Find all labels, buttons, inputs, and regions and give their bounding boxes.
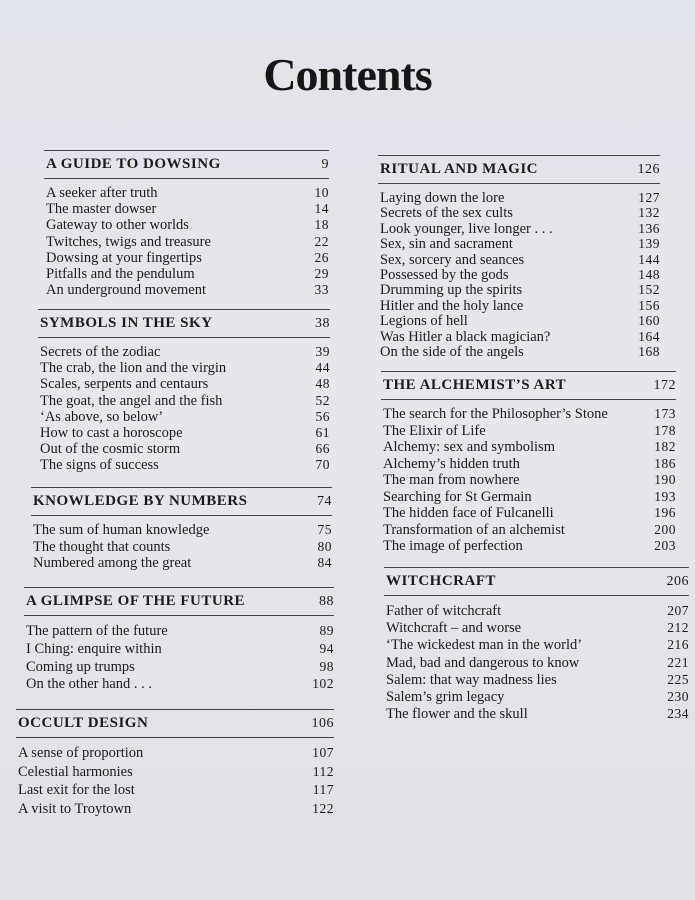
toc-entry[interactable] — [31, 539, 332, 556]
toc-entry[interactable] — [378, 252, 660, 267]
toc-entry[interactable] — [38, 441, 330, 457]
entry-title: Legions of hell — [380, 313, 468, 330]
entry-title: The thought that counts — [33, 538, 171, 555]
toc-entry[interactable] — [381, 456, 676, 473]
entry-page-number: 70 — [315, 457, 330, 473]
toc-entry[interactable] — [378, 190, 660, 205]
entry-title: Alchemy: sex and symbolism — [383, 439, 555, 455]
toc-entry[interactable] — [24, 675, 334, 693]
entry-page-number: 190 — [654, 472, 676, 487]
toc-entry[interactable] — [378, 221, 660, 236]
toc-entry[interactable] — [381, 439, 676, 456]
section-title: A GUIDE TO DOWSING — [46, 156, 221, 172]
toc-entry[interactable] — [384, 636, 689, 653]
toc-entry[interactable] — [378, 298, 660, 313]
entry-title: A visit to Troytown — [18, 800, 132, 817]
entry-page-number: 136 — [638, 220, 660, 236]
entry-title: Dowsing at your fingertips — [46, 249, 202, 266]
entry-title: Alchemy’s hidden truth — [383, 455, 520, 472]
toc-entry[interactable] — [381, 489, 676, 506]
entry-title: Look younger, live longer . . . — [380, 220, 553, 237]
entry-page-number: 200 — [654, 521, 676, 537]
entry-title: Transformation of an alchemist — [383, 521, 565, 538]
entry-page-number: 132 — [638, 205, 660, 221]
toc-entry[interactable] — [24, 640, 334, 658]
entry-page-number: 18 — [314, 217, 329, 233]
entry-page-number: 56 — [315, 408, 330, 424]
entry-title: Salem’s grim legacy — [386, 688, 505, 705]
entry-title: Salem: that way madness lies — [386, 671, 557, 688]
toc-entry[interactable] — [381, 538, 676, 555]
entry-page-number: 39 — [315, 344, 330, 359]
toc-entry[interactable] — [384, 705, 689, 722]
entry-list — [38, 338, 330, 474]
entry-title: The hidden face of Fulcanelli — [383, 505, 554, 521]
section-title: RITUAL AND MAGIC — [380, 161, 539, 177]
entry-title: Hitler and the holy lance — [380, 297, 524, 314]
entry-page-number: 94 — [319, 640, 334, 656]
entry-title: The goat, the angel and the fish — [40, 392, 223, 409]
entry-title: The flower and the skull — [386, 706, 528, 723]
toc-section — [44, 150, 329, 298]
entry-title: Secrets of the sex cults — [380, 205, 513, 222]
toc-entry[interactable] — [24, 658, 334, 676]
toc-entry[interactable] — [378, 267, 660, 282]
toc-entry[interactable] — [38, 393, 330, 409]
toc-entry[interactable] — [381, 423, 676, 440]
entry-page-number: 148 — [638, 266, 660, 282]
toc-entry[interactable] — [384, 654, 689, 671]
section-page-number: 172 — [653, 378, 676, 393]
entry-title: Mad, bad and dangerous to know — [386, 654, 580, 671]
entry-title: Out of the cosmic storm — [40, 441, 181, 458]
toc-entry[interactable] — [44, 250, 329, 266]
entry-title: On the other hand . . . — [26, 676, 153, 693]
section-heading[interactable] — [378, 156, 660, 183]
entry-page-number: 89 — [319, 623, 334, 638]
entry-page-number: 102 — [312, 676, 334, 692]
entry-page-number: 61 — [315, 424, 330, 440]
entry-title: On the side of the angels — [380, 343, 524, 360]
entry-title: Celestial harmonies — [18, 763, 133, 780]
toc-entry[interactable] — [384, 688, 689, 705]
toc-entry[interactable] — [384, 602, 689, 619]
entry-list — [31, 516, 332, 572]
entry-list — [44, 179, 329, 298]
section-page-number: 206 — [666, 574, 689, 589]
toc-section — [31, 487, 332, 572]
entry-page-number: 22 — [314, 233, 329, 249]
toc-entry[interactable] — [44, 201, 329, 217]
toc-entry[interactable] — [38, 360, 330, 376]
toc-entry[interactable] — [381, 472, 676, 489]
toc-entry[interactable] — [378, 282, 660, 297]
entry-page-number: 156 — [638, 297, 660, 313]
entry-title: Secrets of the zodiac — [40, 344, 161, 360]
toc-entry[interactable] — [24, 622, 334, 640]
entry-title: An underground movement — [46, 282, 207, 299]
section-title: KNOWLEDGE BY NUMBERS — [33, 493, 248, 509]
toc-entry[interactable] — [378, 205, 660, 220]
section-heading[interactable] — [44, 151, 329, 178]
entry-page-number: 117 — [312, 782, 334, 798]
entry-title: A seeker after truth — [46, 185, 158, 201]
entry-title: Sex, sorcery and seances — [380, 251, 525, 268]
section-heading[interactable] — [31, 488, 332, 515]
toc-section — [378, 155, 660, 359]
entry-page-number: 139 — [638, 236, 660, 252]
entry-page-number: 225 — [667, 671, 689, 687]
entry-page-number: 178 — [654, 422, 676, 438]
entry-title: The sum of human knowledge — [33, 522, 210, 538]
section-page-number: 126 — [637, 162, 660, 177]
toc-entry[interactable] — [16, 781, 334, 800]
entry-page-number: 107 — [312, 745, 334, 760]
entry-page-number: 164 — [638, 328, 660, 344]
entry-title: The signs of success — [40, 457, 159, 474]
entry-page-number: 127 — [638, 190, 660, 205]
section-title: WITCHCRAFT — [386, 573, 497, 589]
entry-page-number: 152 — [638, 282, 660, 298]
entry-title: The crab, the lion and the virgin — [40, 360, 227, 377]
entry-page-number: 193 — [654, 488, 676, 504]
entry-title: Laying down the lore — [380, 190, 505, 206]
entry-page-number: 112 — [312, 763, 334, 779]
section-heading[interactable] — [384, 568, 689, 595]
entry-title: Sex, sin and sacrament — [380, 236, 513, 253]
toc-entry[interactable] — [378, 344, 660, 359]
entry-title: A sense of proportion — [18, 745, 144, 761]
toc-entry[interactable] — [44, 217, 329, 233]
entry-title: Coming up trumps — [26, 658, 135, 675]
entry-page-number: 212 — [667, 620, 689, 636]
entry-page-number: 33 — [314, 282, 329, 298]
entry-title: Searching for St Germain — [383, 488, 532, 505]
entry-title: Twitches, twigs and treasure — [46, 233, 211, 250]
entry-page-number: 173 — [654, 406, 676, 421]
toc-entry[interactable] — [381, 406, 676, 423]
toc-entry[interactable] — [16, 744, 334, 763]
entry-page-number: 207 — [667, 603, 689, 618]
entry-page-number: 144 — [638, 251, 660, 267]
toc-entry[interactable] — [381, 522, 676, 539]
entry-page-number: 168 — [638, 343, 660, 359]
entry-title: Last exit for the lost — [18, 782, 135, 799]
entry-title: ‘As above, so below’ — [40, 408, 164, 425]
section-page-number: 38 — [315, 316, 330, 331]
toc-entry[interactable] — [378, 329, 660, 344]
page-title: Contents — [263, 49, 432, 100]
entry-title: The man from nowhere — [383, 472, 520, 488]
toc-entry[interactable] — [44, 266, 329, 282]
entry-page-number: 221 — [667, 654, 689, 670]
section-heading[interactable] — [16, 710, 334, 737]
toc-entry[interactable] — [44, 185, 329, 201]
entry-page-number: 75 — [317, 522, 332, 537]
entry-list — [24, 616, 334, 693]
toc-entry[interactable] — [44, 234, 329, 250]
section-page-number: 106 — [311, 716, 334, 731]
toc-entry[interactable] — [31, 522, 332, 539]
entry-title: The search for the Philosopher’s Stone — [383, 406, 608, 422]
toc-entry[interactable] — [38, 376, 330, 392]
entry-page-number: 66 — [315, 441, 330, 457]
entry-page-number: 84 — [317, 555, 332, 571]
section-page-number: 88 — [319, 594, 334, 609]
entry-title: I Ching: enquire within — [26, 640, 162, 657]
toc-section — [38, 309, 330, 474]
entry-title: Scales, serpents and centaurs — [40, 376, 209, 393]
entry-title: Pitfalls and the pendulum — [46, 265, 195, 282]
entry-title: How to cast a horoscope — [40, 424, 183, 441]
entry-page-number: 182 — [654, 439, 676, 454]
toc-entry[interactable] — [16, 800, 334, 819]
section-heading[interactable] — [381, 372, 676, 399]
toc-entry[interactable] — [38, 344, 330, 360]
section-title: OCCULT DESIGN — [18, 715, 149, 731]
entry-title: Numbered among the great — [33, 555, 192, 572]
toc-entry[interactable] — [38, 409, 330, 425]
section-title: A GLIMPSE OF THE FUTURE — [26, 593, 246, 609]
entry-title: The master dowser — [46, 201, 157, 218]
entry-page-number: 10 — [314, 185, 329, 200]
section-title: SYMBOLS IN THE SKY — [40, 315, 213, 331]
section-heading[interactable] — [38, 310, 330, 337]
section-page-number: 9 — [321, 157, 329, 172]
toc-section — [381, 371, 676, 555]
entry-page-number: 80 — [317, 538, 332, 554]
entry-page-number: 98 — [319, 658, 334, 674]
entry-page-number: 52 — [315, 392, 330, 408]
section-title: THE ALCHEMIST’S ART — [383, 377, 567, 393]
toc-entry[interactable] — [378, 236, 660, 251]
entry-page-number: 44 — [315, 360, 330, 376]
entry-title: Drumming up the spirits — [380, 282, 523, 299]
entry-page-number: 26 — [314, 249, 329, 265]
entry-page-number: 29 — [314, 265, 329, 281]
entry-title: Gateway to other worlds — [46, 217, 189, 234]
section-heading[interactable] — [24, 588, 334, 615]
entry-page-number: 203 — [654, 538, 676, 553]
entry-title: ‘The wickedest man in the world’ — [386, 637, 583, 654]
entry-title: Possessed by the gods — [380, 266, 509, 283]
toc-entry[interactable] — [31, 555, 332, 572]
toc-entry[interactable] — [384, 619, 689, 636]
toc-entry[interactable] — [16, 763, 334, 782]
entry-title: Father of witchcraft — [386, 603, 502, 619]
entry-title: Was Hitler a black magician? — [380, 328, 551, 345]
entry-title: The Elixir of Life — [383, 422, 486, 439]
toc-section — [384, 567, 689, 722]
entry-list — [378, 184, 660, 359]
entry-title: Witchcraft – and worse — [386, 620, 522, 637]
entry-page-number: 216 — [667, 637, 689, 653]
toc-entry[interactable] — [38, 457, 330, 473]
entry-page-number: 234 — [667, 706, 689, 722]
toc-section — [16, 709, 334, 818]
section-page-number: 74 — [317, 494, 332, 509]
entry-page-number: 122 — [312, 800, 334, 816]
entry-title: The pattern of the future — [26, 623, 168, 639]
entry-title: The image of perfection — [383, 538, 523, 554]
toc-entry[interactable] — [384, 671, 689, 688]
entry-page-number: 196 — [654, 505, 676, 520]
entry-page-number: 48 — [315, 376, 330, 392]
entry-page-number: 160 — [638, 313, 660, 329]
toc-entry[interactable] — [44, 282, 329, 298]
toc-section — [24, 587, 334, 693]
entry-page-number: 186 — [654, 455, 676, 471]
entry-list — [381, 400, 676, 555]
toc-entry[interactable] — [38, 425, 330, 441]
entry-list — [384, 596, 689, 722]
entry-list — [16, 738, 334, 818]
entry-page-number: 230 — [667, 688, 689, 704]
entry-page-number: 14 — [314, 201, 329, 217]
toc-entry[interactable] — [381, 505, 676, 522]
toc-entry[interactable] — [378, 313, 660, 328]
